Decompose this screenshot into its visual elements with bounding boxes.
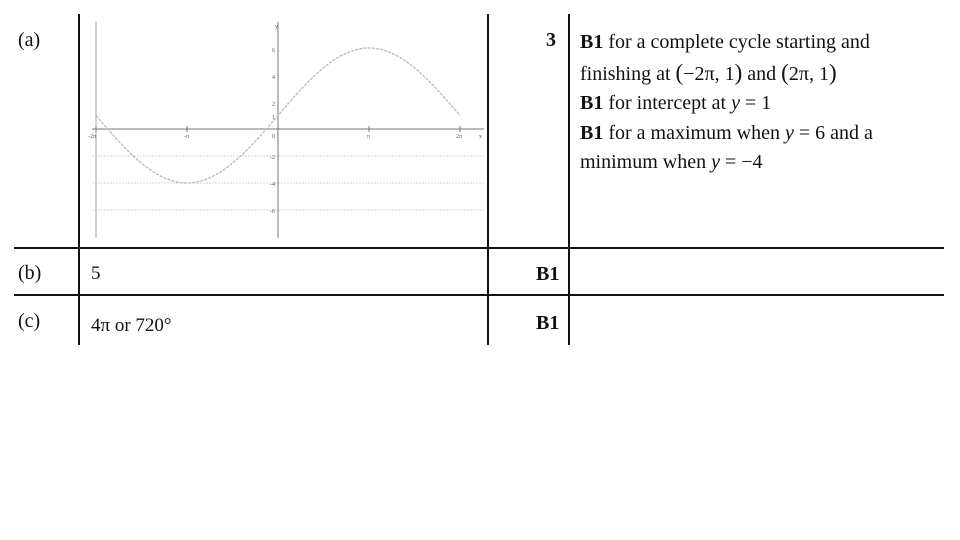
math-bracket: (	[781, 59, 789, 85]
math-bracket: (	[675, 59, 684, 85]
y-tick-label-4: 4	[272, 75, 275, 81]
answer-b: 5	[91, 263, 101, 284]
x-tick-label-neg-pi: -π	[184, 134, 190, 140]
x-axis-label: x	[479, 134, 482, 140]
guide-lines	[92, 156, 484, 210]
x-tick-label-origin: 0	[272, 134, 275, 140]
guidance-line	[580, 89, 935, 119]
guidance-line	[580, 119, 935, 149]
part-label-c: (c)	[18, 310, 41, 332]
math-bracket: )	[828, 59, 837, 85]
row-divider-a-b	[14, 247, 944, 249]
y-axis-label: y	[275, 24, 278, 30]
guidance-text: minimum when	[580, 151, 712, 173]
guidance-text: = 1	[739, 92, 772, 114]
guidance-text: 2π, 1	[788, 62, 829, 85]
y-tick-label-neg6: -6	[270, 209, 275, 215]
x-tick-label-pi: π	[367, 134, 371, 140]
mark-c: B1	[536, 312, 560, 334]
y-tick-label-2: 2	[272, 102, 275, 108]
guidance-text: = 6 and a	[793, 121, 873, 144]
mark-a: 3	[546, 29, 556, 51]
y-tick-label-neg2: -2	[270, 155, 275, 161]
math-bracket: )	[734, 59, 743, 85]
mark-code: B1	[580, 121, 604, 144]
y-tick-label-neg4: -4	[270, 182, 275, 188]
x-tick-label-neg-2pi: -2π	[88, 134, 97, 140]
math-variable: y	[731, 92, 740, 114]
y-tick-label-1: 1	[272, 115, 275, 121]
guidance-line	[580, 148, 935, 178]
guidance-text: for a maximum when	[603, 121, 785, 144]
guidance-text: for intercept at	[603, 92, 732, 114]
mark-b: B1	[536, 263, 560, 285]
marking-guidance-a	[580, 28, 935, 178]
guidance-text: finishing at	[580, 62, 676, 85]
guidance-text: for a complete cycle starting and	[603, 31, 870, 53]
y-tick-label-6: 6	[272, 48, 275, 54]
row-divider-b-c	[14, 294, 944, 296]
guidance-line	[580, 28, 935, 58]
mark-code: B1	[580, 31, 604, 53]
mark-code: B1	[580, 92, 604, 114]
guidance-text: = −4	[720, 151, 763, 173]
guidance-text: and	[742, 62, 782, 85]
math-variable: y	[784, 121, 794, 144]
sine-graph	[86, 18, 484, 240]
part-label-a: (a)	[18, 29, 41, 51]
math-variable: y	[711, 151, 720, 173]
part-label-b: (b)	[18, 262, 42, 284]
guidance-line	[580, 58, 935, 90]
guidance-text: −2π, 1	[683, 62, 735, 85]
x-tick-label-2pi: 2π	[456, 134, 463, 140]
answer-c: 4π or 720°	[91, 315, 172, 336]
